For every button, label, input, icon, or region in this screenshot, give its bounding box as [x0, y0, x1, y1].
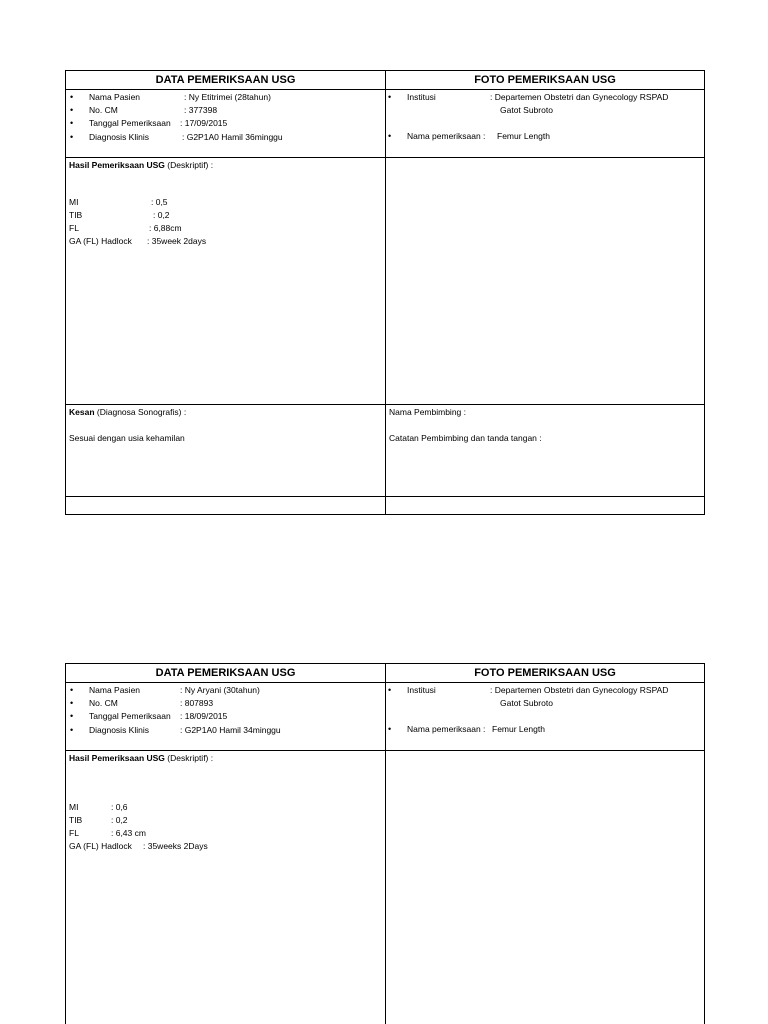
measurement-ga: GA (FL) Hadlock : 35weeks 2Days [69, 841, 208, 851]
usg-form-1: DATA PEMERIKSAAN USG FOTO PEMERIKSAAN USG • Nama Pasien : Ny Etitrimei (28tahun) • No. CM : 377398 • Tanggal Pemeriksaan : 17/09/2015 • Diagnosis Klinis : G2P1A0 Hamil 36minggu • Institusi : Departemen Obstetri dan Gynecology RSPAD Gatot Subroto • Nama pemeriksaan : Femur Length Hasil Pemeriksaan USG (Deskriptif) : MI : 0,5 TIB : 0,2 FL : 6,88cm GA (FL) Hadlock : 35week 2days Kesan (Diagnosa Sonografis) : Sesuai dengan usia kehamilan Nama Pembimbing : Catatan Pembimbing dan tanda tangan : [65, 70, 705, 497]
kesan-text: Sesuai dengan usia kehamilan [69, 433, 185, 443]
foto-header: FOTO PEMERIKSAAN USG [474, 667, 616, 679]
measurement-tib: TIB : 0,2 [69, 815, 128, 825]
column-divider [385, 664, 386, 1024]
bullet-icon: • [70, 711, 74, 721]
row-divider [66, 89, 704, 90]
results-heading: Hasil Pemeriksaan USG (Deskriptif) : [69, 753, 214, 763]
form1-footer-row [65, 497, 705, 515]
bullet-icon: • [70, 698, 74, 708]
results-heading: Hasil Pemeriksaan USG (Deskriptif) : [69, 160, 214, 170]
bullet-icon: • [70, 685, 74, 695]
column-divider [385, 497, 386, 514]
row-divider [66, 404, 704, 405]
kesan-heading: Kesan (Diagnosa Sonografis) : [69, 407, 187, 417]
bullet-icon: • [388, 131, 392, 141]
measurement-tib: TIB : 0,2 [69, 210, 170, 220]
measurement-fl: FL : 6,88cm [69, 223, 182, 233]
bullet-icon: • [388, 92, 392, 102]
supervisor-name-label: Nama Pembimbing : [389, 407, 467, 417]
column-divider [385, 71, 386, 496]
foto-header: FOTO PEMERIKSAAN USG [474, 74, 616, 86]
bullet-icon: • [70, 105, 74, 115]
bullet-icon: • [70, 118, 74, 128]
measurement-mi: MI : 0,6 [69, 802, 128, 812]
row-divider [66, 682, 704, 683]
measurement-ga: GA (FL) Hadlock : 35week 2days [69, 236, 207, 246]
row-divider [66, 750, 704, 751]
bullet-icon: • [70, 92, 74, 102]
row-divider [66, 157, 704, 158]
bullet-icon: • [388, 685, 392, 695]
institution-line2: Gatot Subroto [500, 105, 553, 115]
data-header: DATA PEMERIKSAAN USG [155, 74, 296, 86]
supervisor-notes-label: Catatan Pembimbing dan tanda tangan : [389, 433, 542, 443]
bullet-icon: • [70, 725, 74, 735]
institution-line2: Gatot Subroto [500, 698, 553, 708]
data-header: DATA PEMERIKSAAN USG [155, 667, 296, 679]
usg-form-2: DATA PEMERIKSAAN USG FOTO PEMERIKSAAN USG • Nama Pasien : Ny Aryani (30tahun) • No. CM : 807893 • Tanggal Pemeriksaan : 18/09/2015 • Diagnosis Klinis : G2P1A0 Hamil 34minggu • Institusi : Departemen Obstetri dan Gynecology RSPAD Gatot Subroto • Nama pemeriksaan : Femur Length Hasil Pemeriksaan USG (Deskriptif) : MI : 0,6 TIB : 0,2 FL : 6,43 cm GA (FL) Hadlock : 35weeks 2Days [65, 663, 705, 1024]
measurement-fl: FL : 6,43 cm [69, 828, 146, 838]
bullet-icon: • [70, 132, 74, 142]
measurement-mi: MI : 0,5 [69, 197, 168, 207]
bullet-icon: • [388, 724, 392, 734]
